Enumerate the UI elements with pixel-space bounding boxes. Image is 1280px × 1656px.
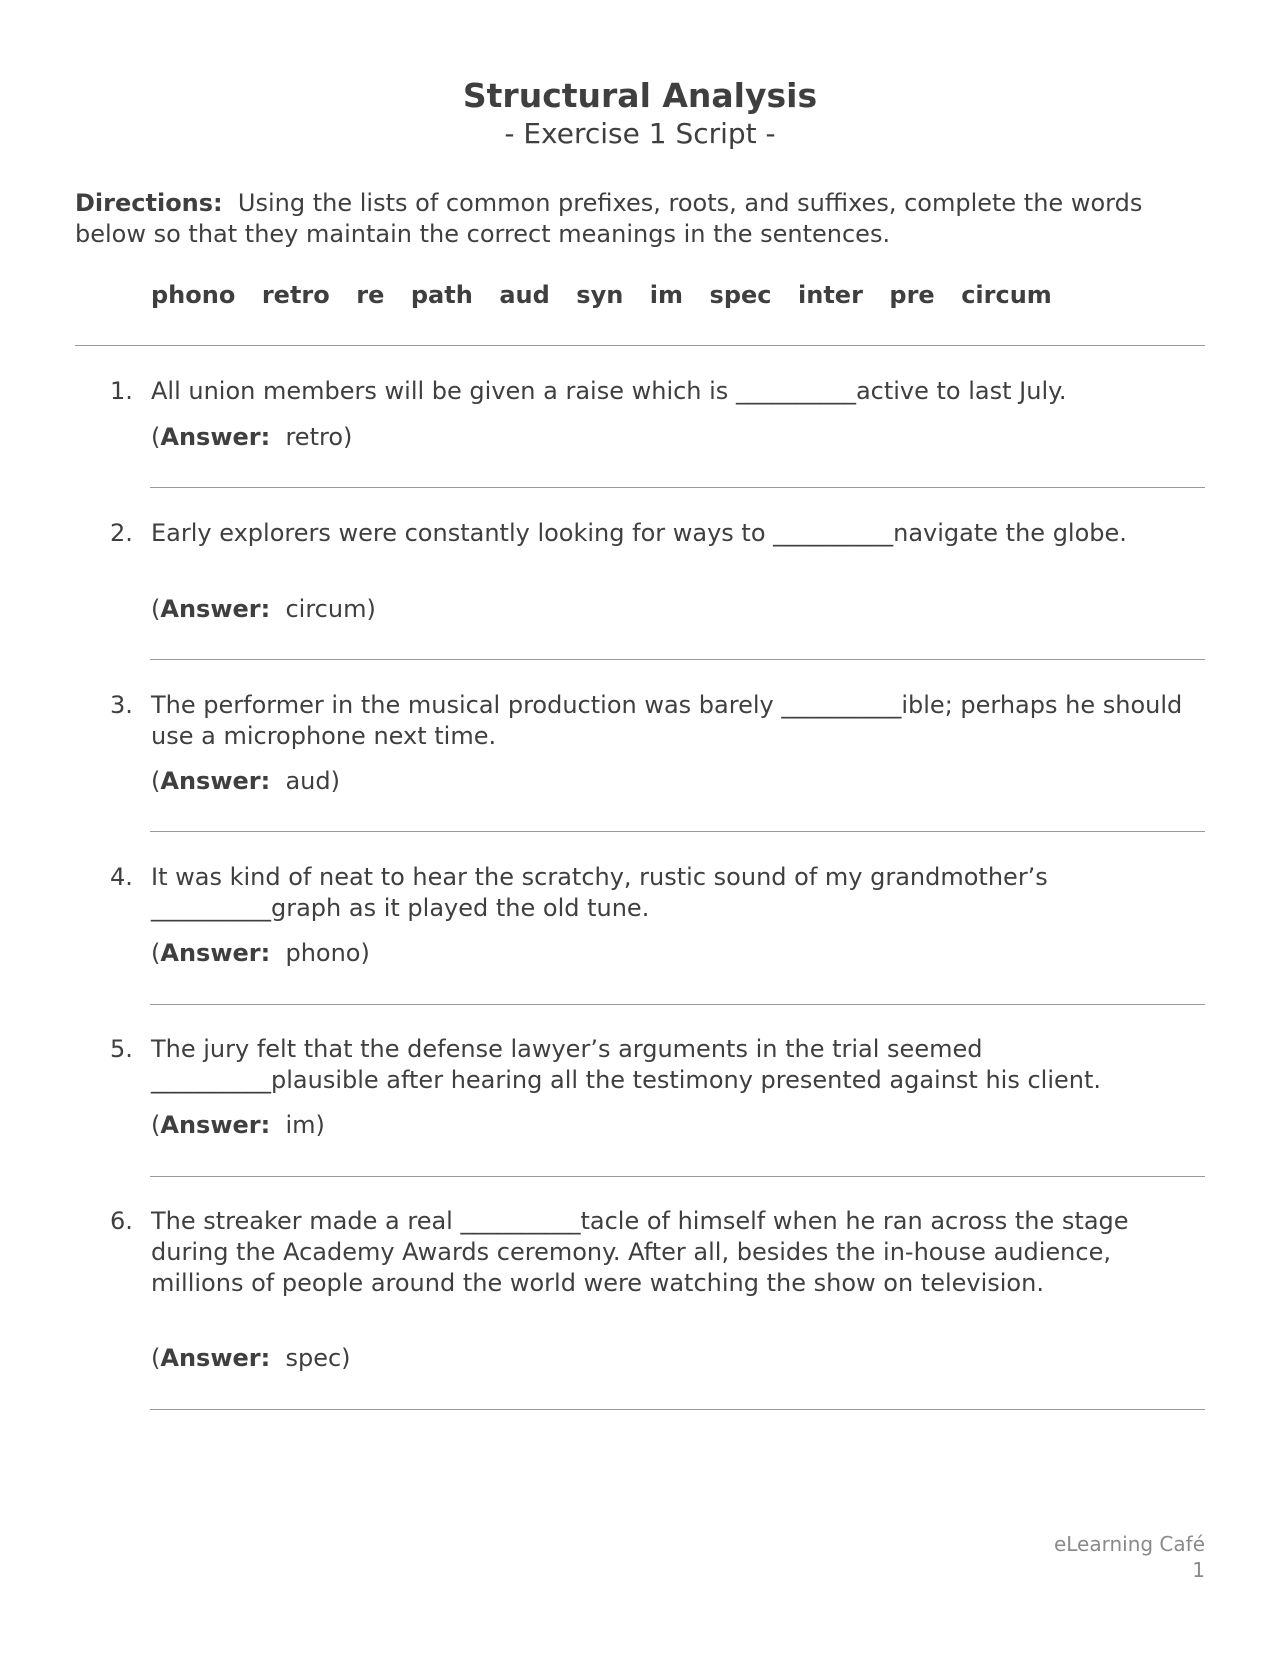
answer-value: aud) [285, 767, 340, 795]
word-bank-item: syn [576, 281, 624, 309]
page-number: 1 [1192, 1558, 1205, 1582]
word-bank-item: spec [709, 281, 772, 309]
question-text: Early explorers were constantly looking for ways to __________navigate the globe. [151, 519, 1127, 547]
word-bank-item: im [649, 281, 684, 309]
question-divider [150, 487, 1205, 488]
word-bank-item: aud [499, 281, 550, 309]
question-number: 3. [110, 691, 133, 719]
directions-text: Using the lists of common prefixes, roots, and suffixes, complete the words below so that they maintain the correct meanings in the sentences. [75, 189, 1143, 248]
answer-label: Answer: [160, 939, 271, 967]
answer-5: (Answer: im) [151, 1111, 325, 1139]
question-divider [150, 1176, 1205, 1177]
word-bank [151, 280, 1052, 310]
answer-value: circum) [285, 595, 376, 623]
answer-label: Answer: [160, 1344, 271, 1372]
answer-4: (Answer: phono) [151, 939, 370, 967]
word-bank-item: path [410, 281, 473, 309]
question-number: 2. [110, 519, 133, 547]
answer-value: im) [285, 1111, 325, 1139]
answer-label: Answer: [160, 595, 271, 623]
word-bank-item: inter [798, 281, 863, 309]
document-title: Structural Analysis [462, 76, 818, 115]
answer-label: Answer: [160, 767, 271, 795]
answer-label: Answer: [160, 1111, 271, 1139]
section-divider [75, 345, 1205, 346]
question-text: All union members will be given a raise which is __________active to last July. [151, 377, 1067, 405]
question-divider [150, 1409, 1205, 1410]
question-number: 5. [110, 1035, 133, 1063]
answer-3: (Answer: aud) [151, 767, 340, 795]
answer-6: (Answer: spec) [151, 1344, 351, 1372]
word-bank-item: circum [961, 281, 1052, 309]
answer-value: phono) [285, 939, 370, 967]
answer-1: (Answer: retro) [151, 423, 353, 451]
answer-label: Answer: [160, 423, 271, 451]
question-divider [150, 1004, 1205, 1005]
question-number: 6. [110, 1207, 133, 1235]
answer-2: (Answer: circum) [151, 595, 376, 623]
question-number: 4. [110, 863, 133, 891]
answer-value: spec) [285, 1344, 351, 1372]
document-subtitle: - Exercise 1 Script - [504, 117, 776, 150]
question-text: The performer in the musical production was barely __________ible; perhaps he should use a microphone next time. [151, 691, 1183, 750]
question-text: The streaker made a real __________tacle of himself when he ran across the stage during the Academy Awards ceremony. After all, besides the in-house audience, millions of people around the world were watching the show on television. [151, 1207, 1129, 1297]
question-text: It was kind of neat to hear the scratchy, rustic sound of my grandmother’s __________graph as it played the old tune. [151, 863, 1048, 922]
question-number: 1. [110, 377, 133, 405]
question-text: The jury felt that the defense lawyer’s arguments in the trial seemed __________plausible after hearing all the testimony presented against his client. [151, 1035, 1102, 1094]
question-divider [150, 831, 1205, 832]
directions-label: Directions: [75, 189, 223, 217]
word-bank-item: retro [261, 281, 330, 309]
question-divider [150, 659, 1205, 660]
word-bank-item: phono [151, 281, 236, 309]
word-bank-item: pre [889, 281, 935, 309]
footer-brand: eLearning Café [1053, 1532, 1205, 1556]
answer-value: retro) [285, 423, 353, 451]
directions-paragraph [75, 188, 1205, 250]
word-bank-item: re [356, 281, 385, 309]
